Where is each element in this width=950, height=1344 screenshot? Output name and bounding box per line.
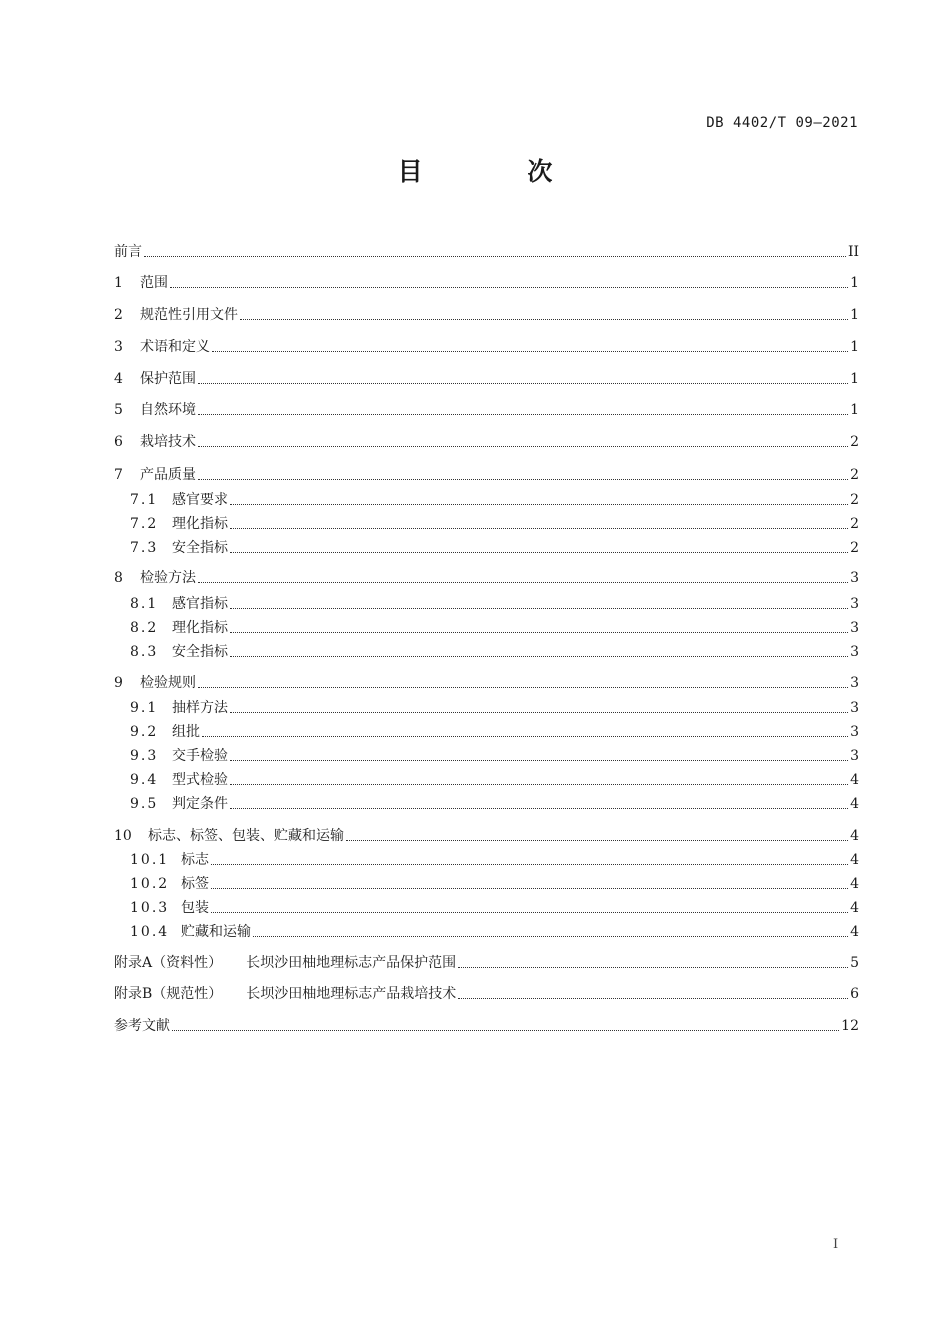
toc-entry[interactable] [130, 874, 859, 894]
toc-entry-number: 8.2 [130, 620, 159, 636]
toc-entry[interactable] [114, 826, 859, 846]
toc-entry-page: 2 [850, 516, 859, 532]
toc-entry[interactable] [130, 746, 859, 766]
toc-entry[interactable] [114, 673, 859, 693]
toc-entry-number: 4 [114, 371, 123, 387]
toc-leader-dots [198, 687, 848, 688]
toc-entry-number: 10.1 [130, 852, 170, 868]
toc-entry-page: 12 [841, 1018, 859, 1034]
toc-leader-dots [170, 287, 848, 288]
toc-entry-title: 感官要求 [172, 492, 228, 508]
toc-entry[interactable] [114, 305, 859, 325]
page-title: 目 次 [397, 157, 601, 186]
toc-leader-dots [198, 446, 848, 447]
toc-leader-dots [230, 760, 848, 761]
toc-entry-title: 自然环境 [140, 402, 196, 418]
toc-entry-title: 产品质量 [140, 467, 196, 483]
toc-entry-number: 附录A（资料性） [114, 955, 223, 971]
page-number: I [833, 1237, 839, 1252]
toc-leader-dots [144, 256, 846, 257]
toc-leader-dots [230, 504, 848, 505]
toc-entry[interactable] [114, 953, 859, 973]
toc-leader-dots [198, 479, 848, 480]
toc-entry[interactable] [114, 337, 859, 357]
toc-leader-dots [211, 888, 848, 889]
toc-entry-title: 判定条件 [172, 796, 228, 812]
toc-entry-number: 7.3 [130, 540, 159, 556]
toc-entry[interactable] [114, 1016, 859, 1036]
toc-entry-page: 1 [850, 307, 859, 323]
toc-entry-number: 1 [114, 275, 123, 291]
toc-entry-page: 3 [850, 620, 859, 636]
toc-leader-dots [230, 808, 848, 809]
toc-entry[interactable] [130, 698, 859, 718]
toc-entry[interactable] [130, 922, 859, 942]
toc-entry-page: 3 [850, 596, 859, 612]
toc-entry[interactable] [130, 642, 859, 662]
toc-entry-number: 10 [114, 828, 132, 844]
toc-entry-page: 3 [850, 724, 859, 740]
toc-entry-title: 栽培技术 [140, 434, 196, 450]
toc-entry-title: 术语和定义 [140, 339, 210, 355]
toc-entry-title: 安全指标 [172, 540, 228, 556]
toc-leader-dots [230, 552, 848, 553]
toc-entry-page: 3 [850, 700, 859, 716]
toc-entry[interactable] [130, 594, 859, 614]
toc-leader-dots [211, 912, 848, 913]
toc-entry-number: 3 [114, 339, 123, 355]
toc-entry-number: 8.1 [130, 596, 159, 612]
toc-entry[interactable] [130, 794, 859, 814]
toc-leader-dots [458, 967, 848, 968]
toc-entry-number: 9.5 [130, 796, 159, 812]
toc-leader-dots [212, 351, 848, 352]
toc-entry-number: 7.1 [130, 492, 159, 508]
toc-leader-dots [253, 936, 848, 937]
toc-entry-page: 3 [850, 748, 859, 764]
toc-leader-dots [240, 319, 848, 320]
toc-entry[interactable] [114, 568, 859, 588]
toc-entry-number: 9.4 [130, 772, 159, 788]
toc-entry[interactable] [114, 242, 859, 262]
toc-entry-page: 5 [850, 955, 859, 971]
toc-entry-page: 3 [850, 570, 859, 586]
toc-entry-title: 型式检验 [172, 772, 228, 788]
toc-leader-dots [230, 608, 848, 609]
toc-entry-number: 附录B（规范性） [114, 986, 223, 1002]
toc-entry[interactable] [130, 722, 859, 742]
toc-entry-title: 交手检验 [172, 748, 228, 764]
toc-entry-title: 前言 [114, 244, 142, 260]
toc-entry-title: 检验方法 [140, 570, 196, 586]
toc-entry-page: 2 [850, 540, 859, 556]
toc-leader-dots [198, 582, 848, 583]
toc-entry[interactable] [114, 273, 859, 293]
toc-entry-page: 4 [850, 852, 859, 868]
toc-entry-title: 抽样方法 [172, 700, 228, 716]
toc-entry-title: 贮藏和运输 [181, 924, 251, 940]
toc-entry-page: 1 [850, 371, 859, 387]
toc-entry-title: 标志、标签、包装、贮藏和运输 [148, 828, 344, 844]
toc-entry-number: 2 [114, 307, 123, 323]
toc-entry[interactable] [114, 984, 859, 1004]
toc-entry-title: 组批 [172, 724, 200, 740]
toc-leader-dots [230, 528, 848, 529]
toc-leader-dots [202, 736, 848, 737]
toc-entry-number: 6 [114, 434, 123, 450]
toc-leader-dots [230, 784, 848, 785]
toc-entry-number: 9.2 [130, 724, 159, 740]
toc-entry-page: 4 [850, 876, 859, 892]
toc-entry[interactable] [114, 432, 859, 452]
toc-entry-page: 4 [850, 772, 859, 788]
toc-entry-page: 1 [850, 339, 859, 355]
toc-leader-dots [211, 864, 848, 865]
toc-entry-number: 9.1 [130, 700, 159, 716]
toc-entry[interactable] [130, 618, 859, 638]
toc-entry-number: 7.2 [130, 516, 159, 532]
toc-entry-page: 4 [850, 796, 859, 812]
toc-entry-number: 5 [114, 402, 123, 418]
toc-entry[interactable] [130, 770, 859, 790]
toc-entry-title: 范围 [140, 275, 168, 291]
toc-entry-number: 10.4 [130, 924, 170, 940]
toc-entry-title: 包装 [181, 900, 209, 916]
toc-entry-page: 4 [850, 828, 859, 844]
toc-entry-title: 长坝沙田柚地理标志产品保护范围 [246, 955, 457, 971]
toc-entry[interactable] [130, 898, 859, 918]
toc-leader-dots [198, 414, 848, 415]
toc-entry-title: 标签 [181, 876, 209, 892]
toc-entry-page: 3 [850, 675, 859, 691]
toc-entry-number: 8 [114, 570, 123, 586]
toc-entry-page: 2 [850, 467, 859, 483]
toc-entry[interactable] [114, 465, 859, 485]
toc-entry-page: 2 [850, 492, 859, 508]
toc-entry[interactable] [130, 514, 859, 534]
toc-entry-title: 长坝沙田柚地理标志产品栽培技术 [246, 986, 457, 1002]
toc-leader-dots [230, 712, 848, 713]
toc-entry[interactable] [114, 400, 859, 420]
toc-leader-dots [172, 1030, 839, 1031]
toc-entry[interactable] [114, 369, 859, 389]
toc-entry[interactable] [130, 538, 859, 558]
toc-entry-title: 标志 [181, 852, 209, 868]
toc-entry-number: 9.3 [130, 748, 159, 764]
toc-entry-number: 7 [114, 467, 123, 483]
toc-leader-dots [458, 998, 848, 999]
toc-entry-title: 检验规则 [140, 675, 196, 691]
toc-entry-page: 2 [850, 434, 859, 450]
toc-entry-number: 9 [114, 675, 123, 691]
toc-leader-dots [198, 383, 848, 384]
toc-leader-dots [230, 632, 848, 633]
toc-entry-page: 6 [850, 986, 859, 1002]
toc-entry-title: 理化指标 [172, 620, 228, 636]
toc-entry-number: 10.3 [130, 900, 170, 916]
toc-entry-title: 规范性引用文件 [140, 307, 238, 323]
toc-entry-number: 10.2 [130, 876, 170, 892]
toc-entry-page: 3 [850, 644, 859, 660]
toc-leader-dots [346, 840, 848, 841]
toc-entry-title: 保护范围 [140, 371, 196, 387]
toc-entry-page: 4 [850, 900, 859, 916]
toc-entry[interactable] [130, 490, 859, 510]
toc-entry[interactable] [130, 850, 859, 870]
toc-entry-page: II [847, 244, 859, 260]
toc-entry-title: 感官指标 [172, 596, 228, 612]
standard-code: DB 4402/T 09—2021 [706, 115, 858, 131]
toc-leader-dots [230, 656, 848, 657]
toc-entry-title: 参考文献 [114, 1018, 170, 1034]
toc-entry-number: 8.3 [130, 644, 159, 660]
toc-entry-title: 安全指标 [172, 644, 228, 660]
toc-entry-page: 1 [850, 275, 859, 291]
toc-entry-page: 1 [850, 402, 859, 418]
toc-entry-title: 理化指标 [172, 516, 228, 532]
toc-entry-page: 4 [850, 924, 859, 940]
